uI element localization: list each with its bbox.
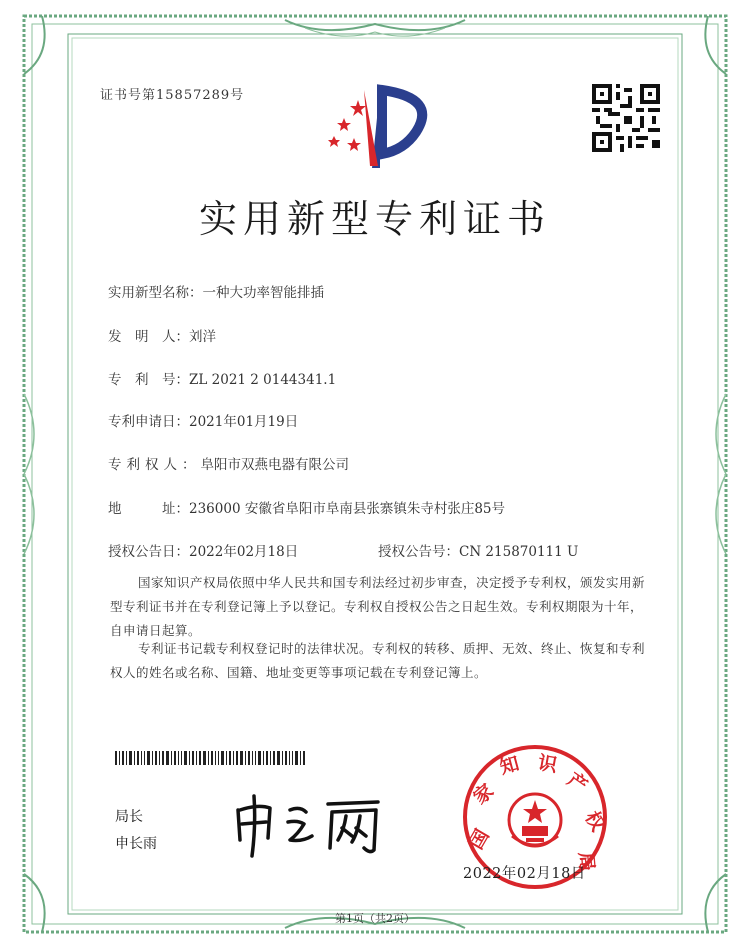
paragraph-grant-statement: 国家知识产权局依照中华人民共和国专利法经过初步审查，决定授予专利权，颁发实用新型专利证书并在专利登记簿上予以登记。专利权自授权公告之日起生效。专利权期限为十年，自申请日起算。 (110, 575, 646, 638)
svg-text:权: 权 (580, 807, 610, 836)
field-value: 一种大功率智能排插 (202, 285, 324, 301)
field-value: 阜阳市双燕电器有限公司 (200, 457, 349, 473)
field-label: 授权公告日： (108, 544, 189, 560)
field-patentee (108, 453, 349, 473)
field-value: 刘洋 (189, 329, 216, 345)
svg-text:家: 家 (469, 779, 498, 809)
field-grant-date (108, 540, 298, 560)
paragraph-legal-status: 专利证书记载专利权登记时的法律状况。专利权的转移、质押、无效、终止、恢复和专利权人的姓名或名称、国籍、地址变更等事项记载在专利登记簿上。 (110, 641, 646, 680)
certificate-title: 实用新型专利证书 (198, 197, 551, 241)
field-label: 专利权人： (108, 457, 201, 473)
field-value: CN 215870111 U (459, 544, 579, 560)
svg-text:局: 局 (574, 851, 598, 872)
field-value: 2021年01月19日 (189, 414, 299, 430)
field-inventor (108, 325, 216, 345)
patent-office-logo (320, 80, 440, 180)
svg-text:国: 国 (465, 825, 494, 854)
field-grant-number (378, 540, 578, 560)
svg-text:识: 识 (536, 751, 559, 777)
field-application-date (108, 410, 298, 430)
field-label: 地 址： (108, 501, 189, 517)
director-name: 申长雨 (115, 836, 157, 852)
field-label: 授权公告号： (378, 544, 459, 560)
page-number: 第1页（共2页） (335, 912, 415, 925)
svg-text:产: 产 (563, 768, 592, 798)
seal-date: 2022年02月18日 (463, 866, 586, 882)
field-label: 实用新型名称： (108, 285, 203, 301)
svg-text:知: 知 (497, 752, 522, 779)
field-value: 236000 安徽省阜阳市阜南县张寨镇朱寺村张庄85号 (189, 501, 506, 517)
certificate-number: 证书号第15857289号 (100, 88, 245, 103)
field-label: 专利申请日： (108, 414, 189, 430)
field-utility-model-name (108, 281, 324, 301)
field-label: 专 利 号： (108, 372, 189, 388)
director-title: 局长 (115, 809, 143, 825)
qr-code (592, 84, 660, 152)
barcode (115, 750, 305, 764)
director-signature (228, 790, 388, 860)
field-label: 发 明 人： (108, 329, 189, 345)
field-address (108, 497, 505, 517)
field-value: ZL 2021 2 0144341.1 (189, 372, 337, 388)
field-value: 2022年02月18日 (189, 544, 299, 560)
field-patent-number (108, 368, 336, 388)
